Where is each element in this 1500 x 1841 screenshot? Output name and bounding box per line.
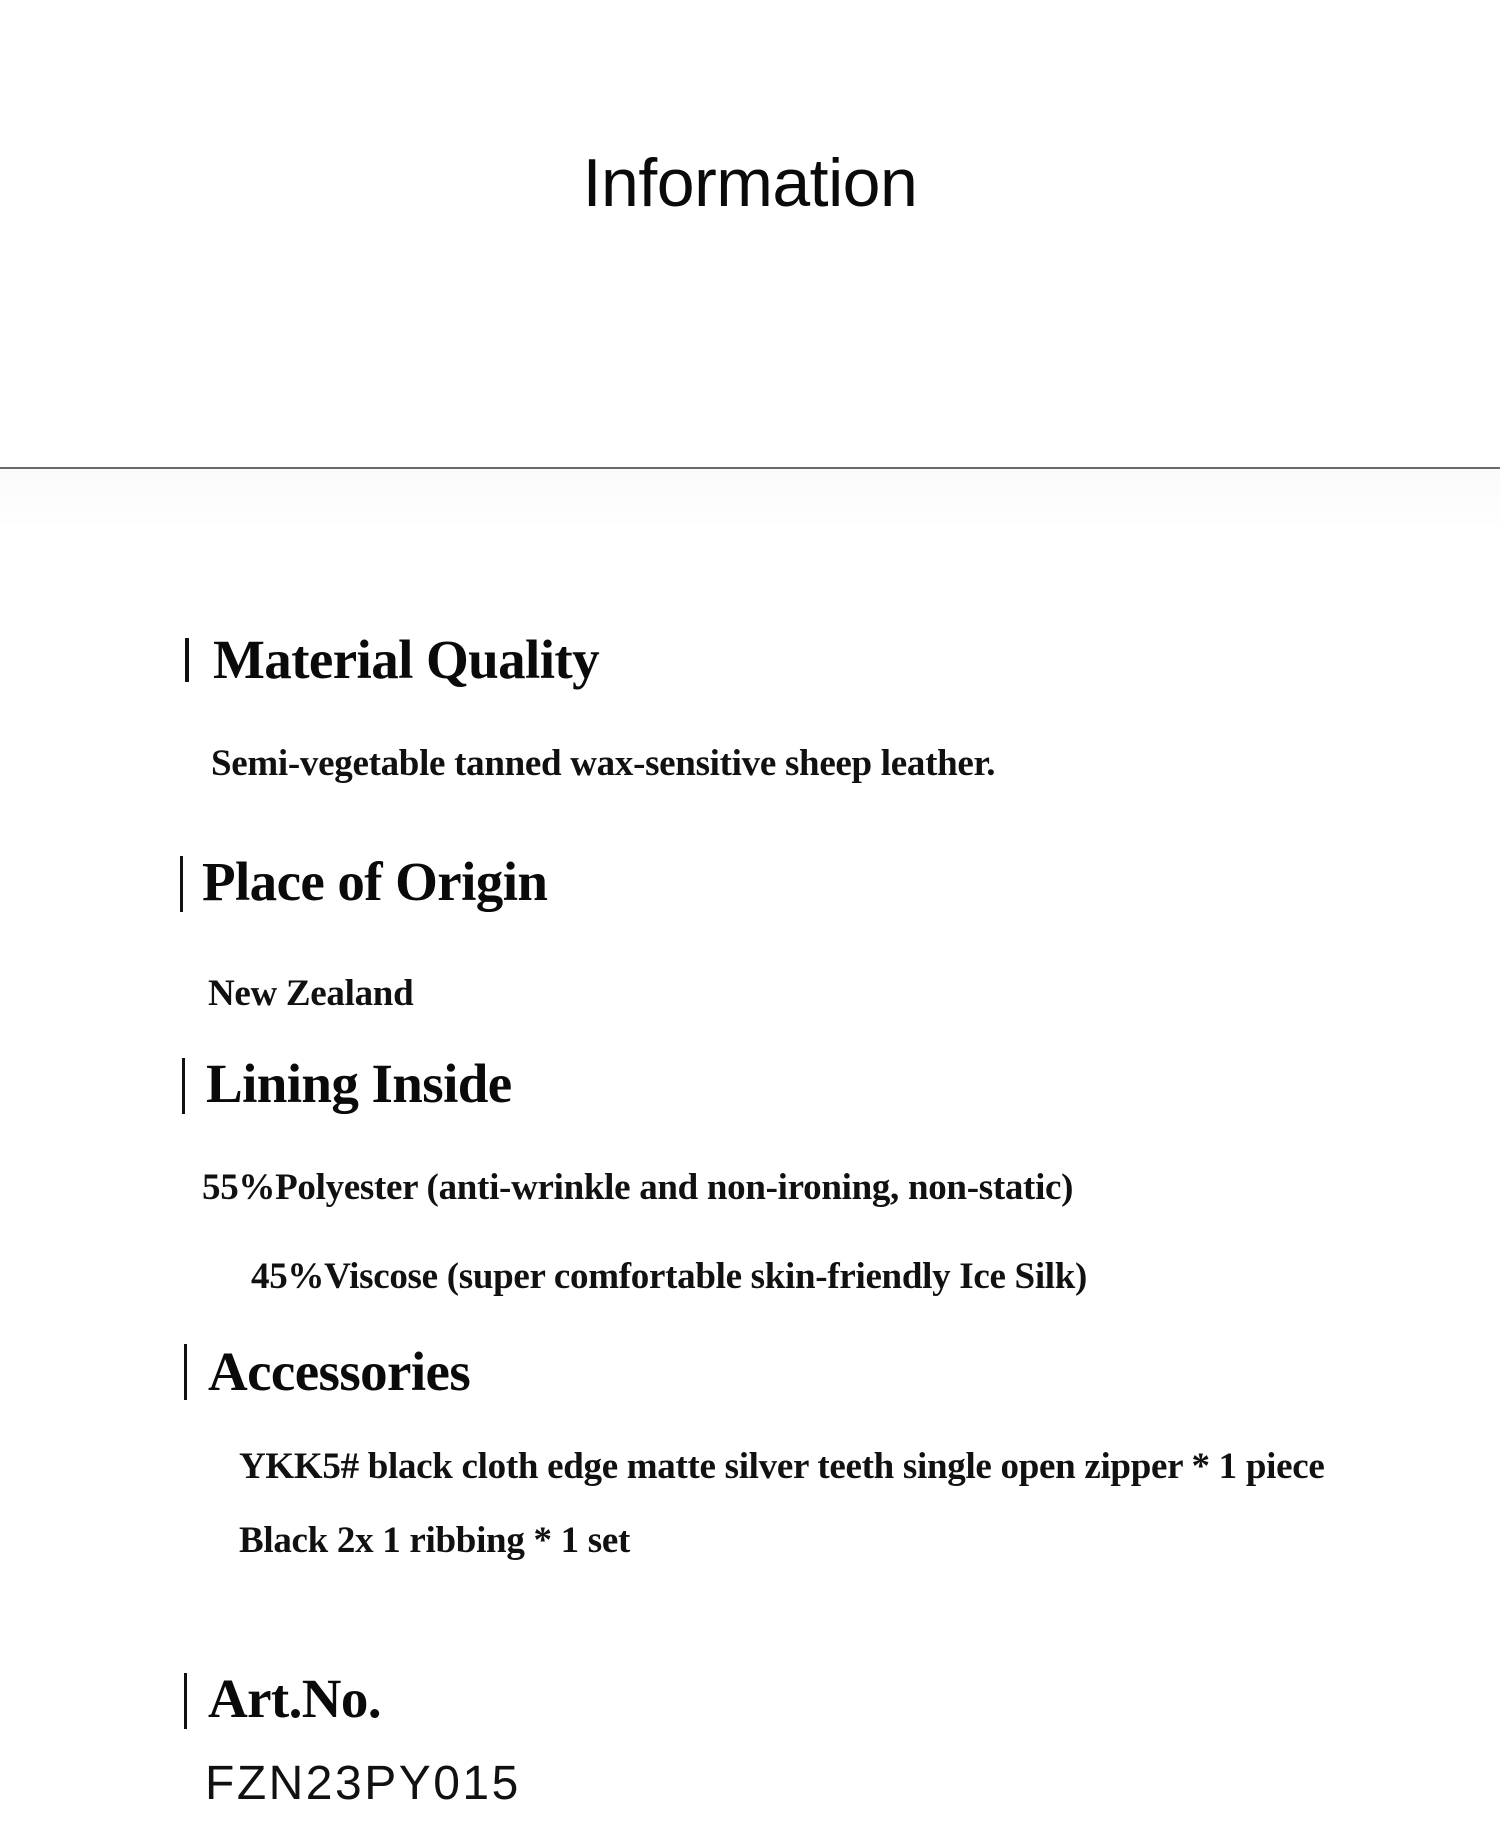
place-of-origin-text: New Zealand [208,973,414,1014]
heading-bar-icon [180,856,183,912]
heading-bar-icon [184,1344,187,1400]
heading-text: Place of Origin [202,851,548,912]
heading-bar-icon [185,638,189,682]
heading-text: Art.No. [208,1668,381,1729]
page-title: Information [582,145,918,221]
accessory-ribbing-text: Black 2x 1 ribbing * 1 set [239,1520,631,1561]
heading-bar-icon [184,1673,187,1729]
section-divider [0,467,1500,469]
heading-bar-icon [182,1058,185,1114]
accessory-zipper-text: YKK5# black cloth edge matte silver teeth single open zipper * 1 piece [239,1446,1325,1487]
heading-text: Lining Inside [206,1053,512,1114]
heading-text: Material Quality [213,629,600,690]
article-number: FZN23PY015 [205,1757,521,1810]
content-background [0,469,1500,529]
lining-polyester-text: 55%Polyester (anti-wrinkle and non-ironing, non-static) [202,1167,1074,1208]
material-quality-text: Semi-vegetable tanned wax-sensitive sheep leather. [211,743,996,784]
heading-text: Accessories [208,1341,471,1402]
lining-viscose-text: 45%Viscose (super comfortable skin-friendly Ice Silk) [251,1256,1088,1297]
